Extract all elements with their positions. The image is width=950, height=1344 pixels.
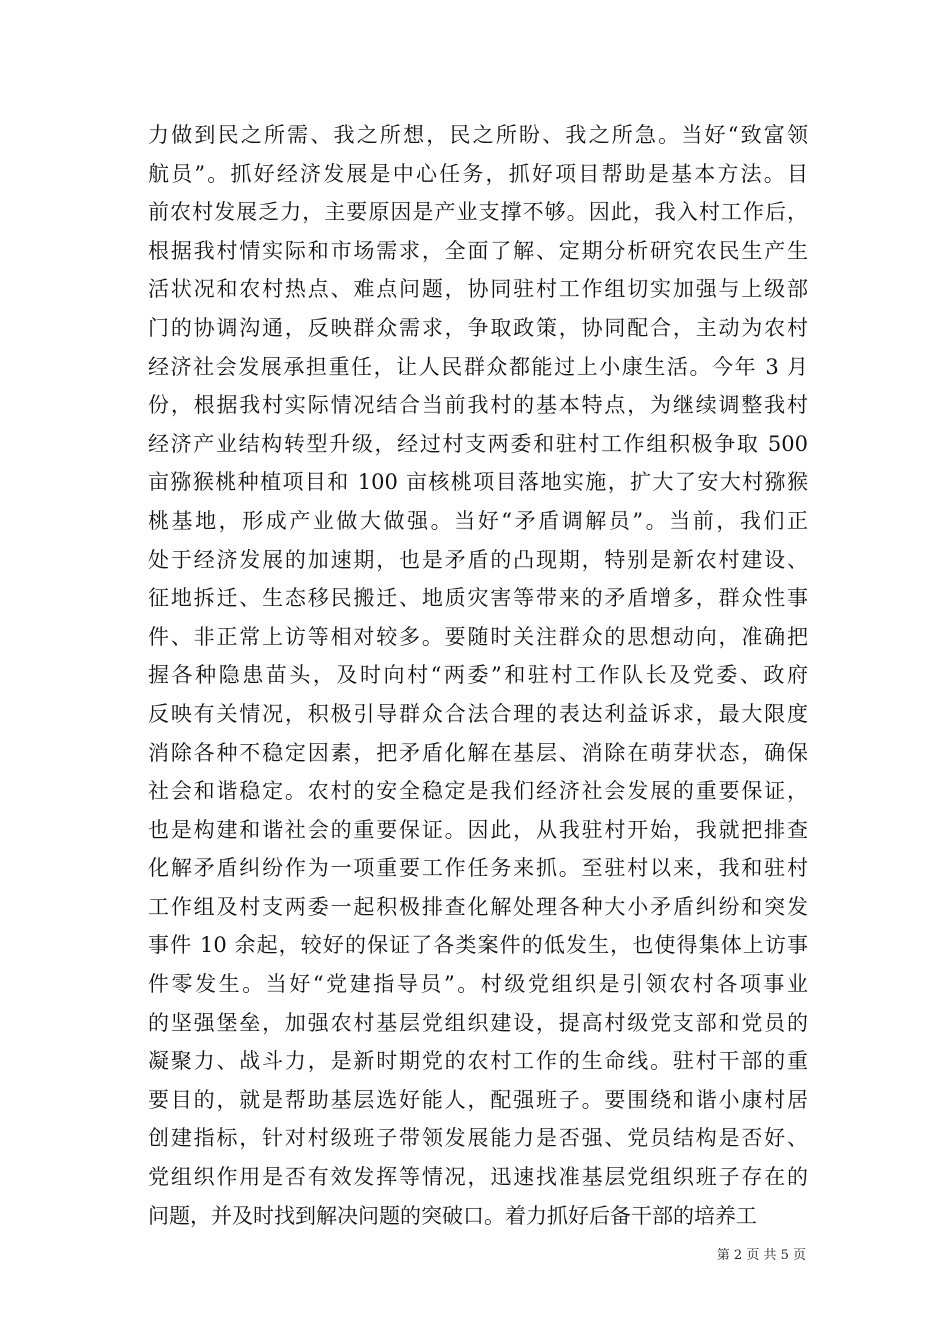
text-line: 桃基地，形成产业做大做强。当好“矛盾调解员”。当前，我们正 [148, 508, 808, 533]
text-line: 处于经济发展的加速期，也是矛盾的凸现期，特别是新农村建设、 [148, 547, 808, 572]
text-line: 经济产业结构转型升级，经过村支两委和驻村工作组积极争取 500 [148, 431, 808, 456]
text-line: 件、非正常上访等相对较多。要随时关注群众的思想动向，准确把 [148, 624, 808, 649]
text-line: 也是构建和谐社会的重要保证。因此，从我驻村开始，我就把排查 [148, 817, 808, 842]
text-line: 要目的，就是帮助基层选好能人，配强班子。要围绕和谐小康村居 [148, 1087, 808, 1112]
text-line: 力做到民之所需、我之所想，民之所盼、我之所急。当好“致富领 [148, 123, 808, 147]
body-text [148, 116, 808, 1235]
text-line: 事件 10 余起，较好的保证了各类案件的低发生，也使得集体上访事 [148, 933, 808, 958]
text-line: 的坚强堡垒，加强农村基层党组织建设，提高村级党支部和党员的 [148, 1010, 808, 1035]
page-number: 第 2 页 共 5 页 [716, 1248, 806, 1263]
text-line: 航员”。抓好经济发展是中心任务，抓好项目帮助是基本方法。目 [148, 161, 808, 186]
text-line: 凝聚力、战斗力，是新时期党的农村工作的生命线。驻村干部的重 [148, 1049, 808, 1074]
text-line: 经济社会发展承担重任，让人民群众都能过上小康生活。今年 3 月 [148, 354, 808, 379]
text-line: 社会和谐稳定。农村的安全稳定是我们经济社会发展的重要保证， [148, 779, 808, 804]
text-line: 工作组及村支两委一起积极排查化解处理各种大小矛盾纠纷和突发 [148, 894, 808, 919]
text-line: 问题，并及时找到解决问题的突破口。着力抓好后备干部的培养工 [148, 1203, 757, 1228]
text-line: 反映有关情况，积极引导群众合法合理的表达利益诉求，最大限度 [148, 701, 808, 726]
text-line: 消除各种不稳定因素，把矛盾化解在基层、消除在萌芽状态，确保 [148, 740, 808, 765]
text-line: 根据我村情实际和市场需求，全面了解、定期分析研究农民生产生 [148, 238, 808, 263]
text-line: 份，根据我村实际情况结合当前我村的基本特点，为继续调整我村 [148, 393, 808, 418]
text-line: 化解矛盾纠纷作为一项重要工作任务来抓。至驻村以来，我和驻村 [148, 856, 808, 881]
text-line: 件零发生。当好“党建指导员”。村级党组织是引领农村各项事业 [148, 972, 808, 997]
text-line: 亩猕猴桃种植项目和 100 亩核桃项目落地实施，扩大了安大村猕猴 [148, 470, 808, 495]
text-line: 握各种隐患苗头，及时向村“两委”和驻村工作队长及党委、政府 [148, 663, 808, 688]
text-line: 门的协调沟通，反映群众需求，争取政策，协同配合，主动为农村 [148, 315, 808, 340]
text-line: 征地拆迁、生态移民搬迁、地质灾害等带来的矛盾增多，群众性事 [148, 586, 808, 611]
text-line: 活状况和农村热点、难点问题，协同驻村工作组切实加强与上级部 [148, 277, 808, 302]
text-line: 创建指标，针对村级班子带领发展能力是否强、党员结构是否好、 [148, 1126, 808, 1151]
text-line: 党组织作用是否有效发挥等情况，迅速找准基层党组织班子存在的 [148, 1165, 808, 1190]
text-line: 前农村发展乏力，主要原因是产业支撑不够。因此，我入村工作后， [148, 200, 808, 225]
